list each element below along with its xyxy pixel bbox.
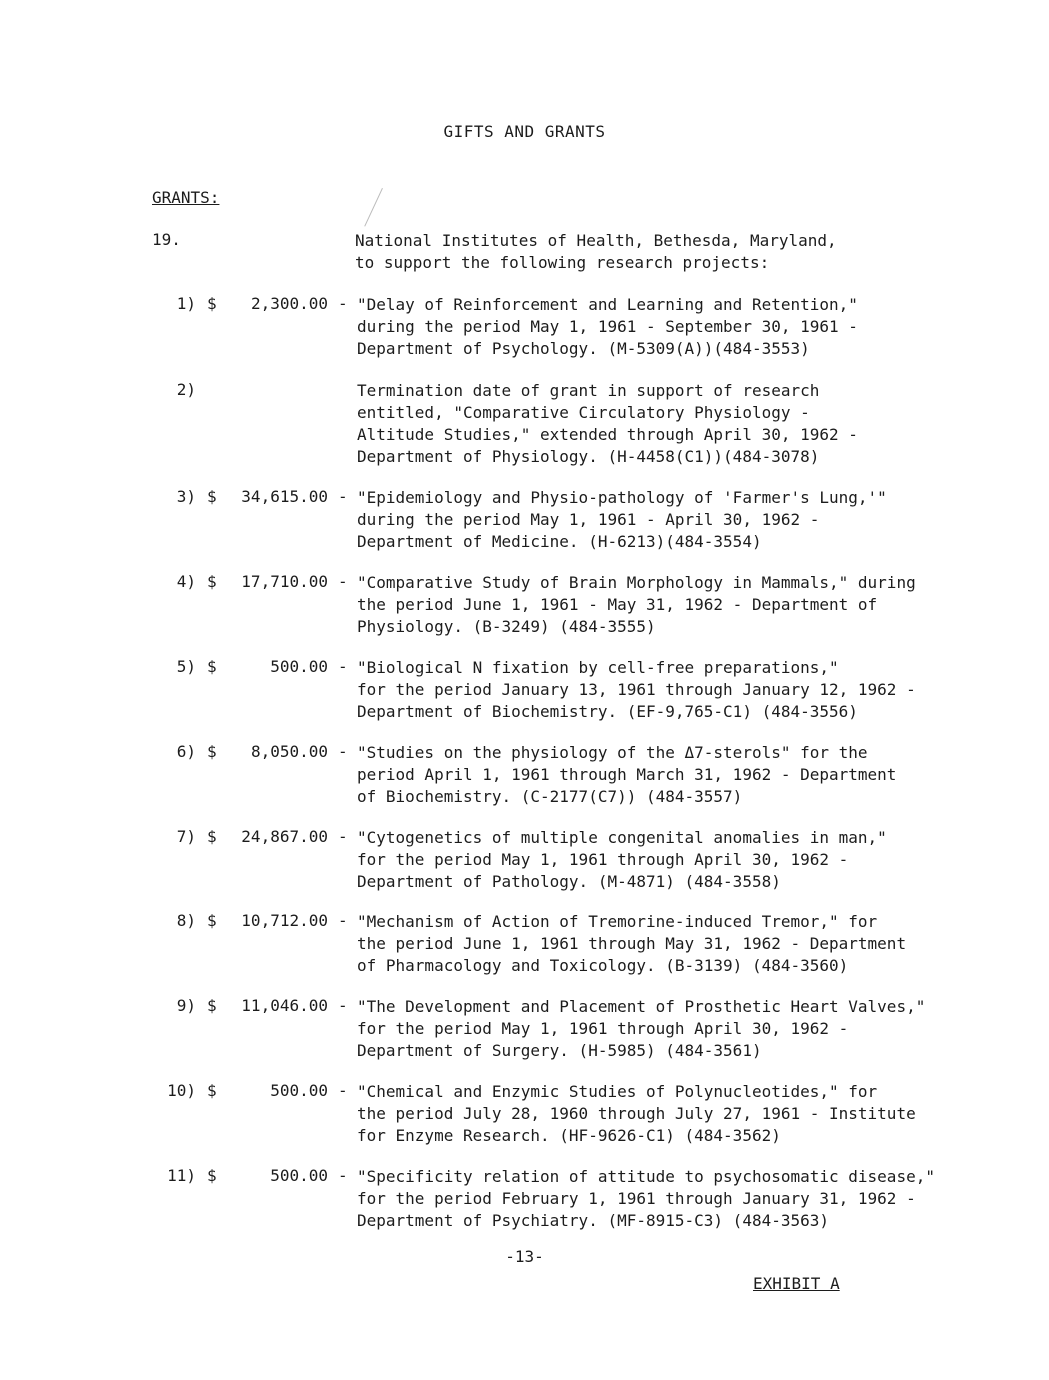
dollar-sign: $ xyxy=(207,911,217,930)
description-line: of Pharmacology and Toxicology. (B-3139) (484-3560) xyxy=(357,956,849,975)
dollar-sign: $ xyxy=(207,996,217,1015)
entry-number: 5) xyxy=(176,657,196,676)
separator-dash: - xyxy=(338,827,348,846)
dollar-sign: $ xyxy=(207,572,217,591)
separator-dash: - xyxy=(338,572,348,591)
grant-entry xyxy=(0,827,1049,893)
grant-description xyxy=(357,572,997,638)
description-line: Physiology. (B-3249) (484-3555) xyxy=(357,617,656,636)
grant-amount: 17,710.00 xyxy=(241,572,328,591)
grant-description xyxy=(357,1081,997,1147)
description-line: for Enzyme Research. (HF-9626-C1) (484-3562) xyxy=(357,1126,781,1145)
grant-entry xyxy=(0,996,1049,1062)
entry-number: 10) xyxy=(167,1081,196,1100)
dollar-sign: $ xyxy=(207,827,217,846)
grant-description xyxy=(357,1166,997,1232)
dollar-sign: $ xyxy=(207,1166,217,1185)
grant-description xyxy=(357,294,997,360)
grant-amount: 34,615.00 xyxy=(241,487,328,506)
description-line: for the period February 1, 1961 through January 31, 1962 - xyxy=(357,1189,916,1208)
grant-entry xyxy=(0,1081,1049,1147)
intro-line: National Institutes of Health, Bethesda, Maryland, xyxy=(355,231,837,250)
entry-number: 6) xyxy=(176,742,196,761)
description-line: Department of Medicine. (H-6213)(484-3554) xyxy=(357,532,762,551)
entry-number: 3) xyxy=(176,487,196,506)
separator-dash: - xyxy=(338,996,348,1015)
description-line: period April 1, 1961 through March 31, 1962 - Department xyxy=(357,765,897,784)
intro-paragraph xyxy=(355,230,915,274)
description-line: "Biological N fixation by cell-free preparations," xyxy=(357,658,839,677)
description-line: Termination date of grant in support of research xyxy=(357,381,820,400)
grant-entry xyxy=(0,487,1049,553)
description-line: during the period May 1, 1961 - September 30, 1961 - xyxy=(357,317,858,336)
grant-description xyxy=(357,996,997,1062)
entry-number: 1) xyxy=(176,294,196,313)
grant-amount: 8,050.00 xyxy=(250,742,328,761)
description-line: for the period January 13, 1961 through January 12, 1962 - xyxy=(357,680,916,699)
section-heading: GRANTS: xyxy=(152,188,220,207)
grant-description xyxy=(357,657,997,723)
grant-description xyxy=(357,742,997,808)
description-line: Department of Psychology. (M-5309(A))(484-3553) xyxy=(357,339,810,358)
description-line: the period July 28, 1960 through July 27, 1961 - Institute xyxy=(357,1104,916,1123)
description-line: for the period May 1, 1961 through April 30, 1962 - xyxy=(357,1019,849,1038)
grant-entry xyxy=(0,742,1049,808)
grant-amount: 500.00 xyxy=(270,1166,328,1185)
dollar-sign: $ xyxy=(207,294,217,313)
entry-number: 9) xyxy=(176,996,196,1015)
grant-entry xyxy=(0,380,1049,468)
grant-description xyxy=(357,380,997,468)
description-line: for the period May 1, 1961 through April 30, 1962 - xyxy=(357,850,849,869)
separator-dash: - xyxy=(338,1081,348,1100)
description-line: "Delay of Reinforcement and Learning and Retention," xyxy=(357,295,858,314)
description-line: the period June 1, 1961 - May 31, 1962 - Department of xyxy=(357,595,878,614)
page-number: -13- xyxy=(505,1247,544,1266)
separator-dash: - xyxy=(338,487,348,506)
description-line: "Comparative Study of Brain Morphology in Mammals," during xyxy=(357,573,916,592)
separator-dash: - xyxy=(338,742,348,761)
grant-amount: 500.00 xyxy=(270,1081,328,1100)
description-line: entitled, "Comparative Circulatory Physiology - xyxy=(357,403,810,422)
grant-entry xyxy=(0,572,1049,638)
pen-mark xyxy=(364,188,383,226)
grant-amount: 24,867.00 xyxy=(241,827,328,846)
exhibit-label: EXHIBIT A xyxy=(753,1274,840,1293)
grant-amount: 10,712.00 xyxy=(241,911,328,930)
entry-number: 8) xyxy=(176,911,196,930)
description-line: of Biochemistry. (C-2177(C7)) (484-3557) xyxy=(357,787,743,806)
description-line: Department of Physiology. (H-4458(C1))(484-3078) xyxy=(357,447,820,466)
grant-amount: 2,300.00 xyxy=(250,294,328,313)
description-line: Department of Biochemistry. (EF-9,765-C1) (484-3556) xyxy=(357,702,858,721)
grant-entry xyxy=(0,1166,1049,1232)
grant-entry xyxy=(0,294,1049,360)
grant-entry xyxy=(0,657,1049,723)
intro-line: to support the following research projects: xyxy=(355,253,770,272)
description-line: "Chemical and Enzymic Studies of Polynucleotides," for xyxy=(357,1082,878,1101)
separator-dash: - xyxy=(338,911,348,930)
separator-dash: - xyxy=(338,1166,348,1185)
description-line: Department of Psychiatry. (MF-8915-C3) (484-3563) xyxy=(357,1211,830,1230)
description-line: Altitude Studies," extended through April 30, 1962 - xyxy=(357,425,858,444)
description-line: Department of Pathology. (M-4871) (484-3558) xyxy=(357,872,781,891)
entry-number: 2) xyxy=(176,380,196,399)
separator-dash: - xyxy=(338,657,348,676)
description-line: Department of Surgery. (H-5985) (484-3561) xyxy=(357,1041,762,1060)
dollar-sign: $ xyxy=(207,657,217,676)
document-title: GIFTS AND GRANTS xyxy=(443,122,606,141)
separator-dash: - xyxy=(338,294,348,313)
description-line: "Specificity relation of attitude to psychosomatic disease," xyxy=(357,1167,935,1186)
grant-amount: 11,046.00 xyxy=(241,996,328,1015)
entry-number: 7) xyxy=(176,827,196,846)
description-line: "Cytogenetics of multiple congenital anomalies in man," xyxy=(357,828,887,847)
description-line: "Mechanism of Action of Tremorine-induced Tremor," for xyxy=(357,912,878,931)
description-line: the period June 1, 1961 through May 31, 1962 - Department xyxy=(357,934,907,953)
grant-description xyxy=(357,827,997,893)
entry-number: 11) xyxy=(167,1166,196,1185)
grant-entry xyxy=(0,911,1049,977)
grant-description xyxy=(357,487,997,553)
dollar-sign: $ xyxy=(207,742,217,761)
description-line: during the period May 1, 1961 - April 30, 1962 - xyxy=(357,510,820,529)
dollar-sign: $ xyxy=(207,1081,217,1100)
description-line: "The Development and Placement of Prosthetic Heart Valves," xyxy=(357,997,926,1016)
dollar-sign: $ xyxy=(207,487,217,506)
item-number: 19. xyxy=(152,230,181,249)
description-line: "Studies on the physiology of the Δ7-sterols" for the xyxy=(357,743,868,762)
entry-number: 4) xyxy=(176,572,196,591)
description-line: "Epidemiology and Physio-pathology of 'Farmer's Lung,'" xyxy=(357,488,887,507)
grant-description xyxy=(357,911,997,977)
grant-amount: 500.00 xyxy=(270,657,328,676)
